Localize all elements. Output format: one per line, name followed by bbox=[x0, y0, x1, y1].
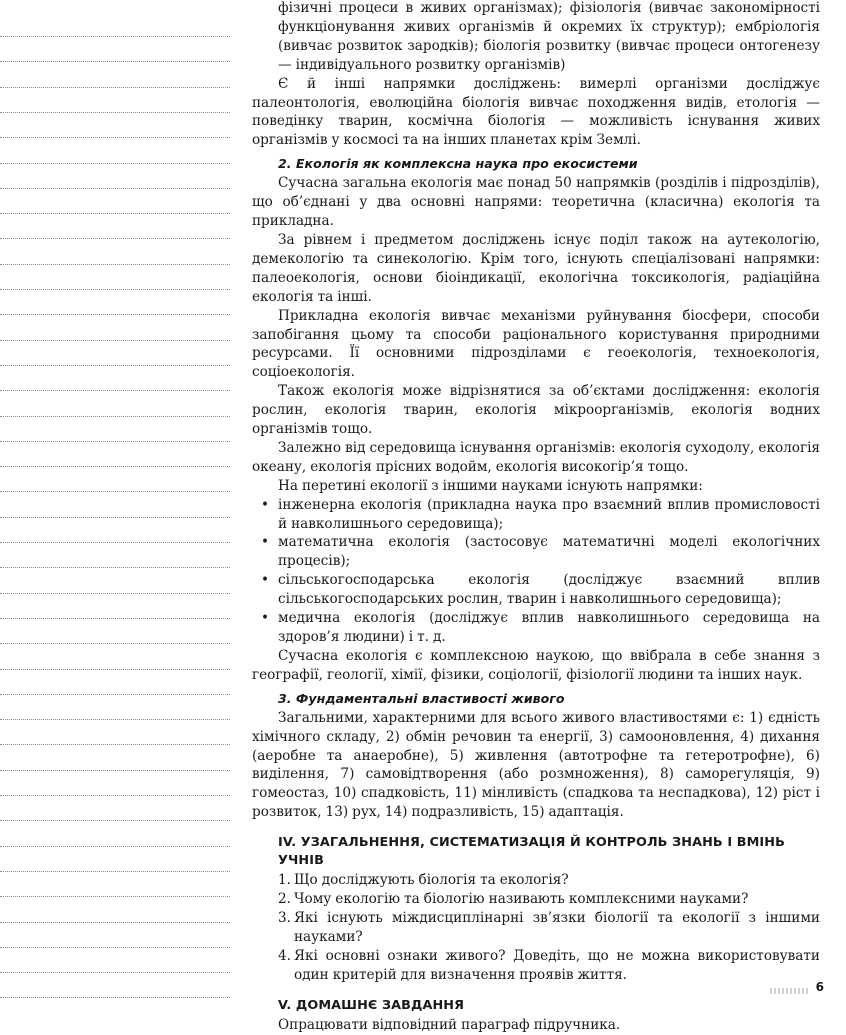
section-2-paragraph-4: Також екологія може відрізнятися за об’єктами дослідження: екологія рослин, екологія тварин, екологія мікроорганізмів, екологія водних організмів тощо. bbox=[252, 383, 820, 438]
note-line bbox=[0, 491, 230, 492]
notes-margin bbox=[0, 0, 232, 1000]
note-line bbox=[0, 238, 230, 239]
question-text: Які основні ознаки живого? Доведіть, що не можна використовувати один критерій для визначення проявів життя. bbox=[294, 947, 820, 983]
note-line bbox=[0, 972, 230, 973]
section-iv-title: IV. УЗАГАЛЬНЕННЯ, СИСТЕМАТИЗАЦІЯ Й КОНТРОЛЬ ЗНАНЬ І ВМІНЬ УЧНІВ bbox=[278, 835, 785, 869]
note-line bbox=[0, 517, 230, 518]
note-line bbox=[0, 770, 230, 771]
question-number: 3. bbox=[278, 909, 291, 926]
question-text: Які існують міждисциплінарні зв’язки біології та екології з іншими науками? bbox=[294, 909, 820, 945]
note-line bbox=[0, 896, 230, 897]
homework-paragraph: Опрацювати відповідний параграф підручника. bbox=[278, 1016, 621, 1033]
note-line bbox=[0, 163, 230, 164]
note-line bbox=[0, 694, 230, 695]
list-item: • медична екологія (досліджує вплив навколишнього середовища на здоров’я людини) і т. д. bbox=[252, 609, 820, 647]
note-line bbox=[0, 795, 230, 796]
note-line bbox=[0, 213, 230, 214]
section-v-title: V. ДОМАШНЄ ЗАВДАННЯ bbox=[278, 997, 465, 1013]
page-number: 6 bbox=[815, 980, 824, 994]
list-item bbox=[252, 909, 820, 947]
section-3-paragraph-1: Загальними, характерними для всього живого властивостями є: 1) єдність хімічного складу, 2) обмін речовин та енергії, 3) самооновлення, 4) дихання (аеробне та анаеробне), 5) живлення (автотрофне та гетеротрофне), 6) виділення, 7) самовідтворення (або розмноження), 8) саморегуляція, 9) гомеостаз, 10) спадковість, 11) мінливість (спадкова та неспадкова), 12) ріст і розвиток, 13) рух, 14) подразливість, 15) адаптація. bbox=[252, 709, 820, 821]
note-line bbox=[0, 441, 230, 442]
section-2-paragraph-7: Сучасна екологія є комплексною наукою, що ввібрала в себе знання з географії, геології, хімії, фізики, соціології, фізіології людини та інших наук. bbox=[252, 647, 820, 683]
note-line bbox=[0, 871, 230, 872]
section-2-paragraph-2: За рівнем і предметом досліджень існує поділ також на аутекологію, демекологію та синекологію. Крім того, існують спеціалізовані напрямки: палеоекологія, основи біоіндикації, екологічна токсикологія, радіаційна екологія та інші. bbox=[252, 231, 820, 305]
note-line bbox=[0, 669, 230, 670]
section-2-paragraph-1: Сучасна загальна екологія має понад 50 напрямків (розділів і підрозділів), що об’єднані у два основні напрями: теоретична (класична) екологія та прикладна. bbox=[252, 175, 820, 230]
note-line bbox=[0, 618, 230, 619]
list-item bbox=[252, 947, 820, 985]
question-number: 4. bbox=[278, 947, 291, 964]
section-2-title: 2. Екологія як комплексна наука про екосистеми bbox=[278, 156, 638, 172]
note-line bbox=[0, 542, 230, 543]
section-2-paragraph-6: На перетині екології з іншими науками існують напрямки: bbox=[278, 477, 703, 494]
note-line bbox=[0, 846, 230, 847]
review-questions-list bbox=[252, 871, 820, 984]
list-item bbox=[252, 871, 820, 890]
list-item: • математична екологія (застосовує математичні моделі екологічних процесів); bbox=[252, 533, 820, 571]
question-text: Чому екологію та біологію називають комплексними науками? bbox=[294, 891, 749, 908]
page-content bbox=[252, 0, 820, 1035]
list-item: • інженерна екологія (прикладна наука про взаємний вплив промисловості й навколишнього середовища); bbox=[252, 496, 820, 534]
note-line bbox=[0, 390, 230, 391]
note-line bbox=[0, 264, 230, 265]
note-line bbox=[0, 188, 230, 189]
note-line bbox=[0, 61, 230, 62]
list-item: • сільськогосподарська екологія (досліджує взаємний вплив сільськогосподарських рослин, тварин і навколишнього середовища); bbox=[252, 571, 820, 609]
corner-decoration bbox=[770, 988, 808, 994]
note-line bbox=[0, 593, 230, 594]
note-line bbox=[0, 416, 230, 417]
section-3-title: 3. Фундаментальні властивості живого bbox=[278, 690, 565, 706]
ecology-branches-list bbox=[252, 496, 820, 647]
note-line bbox=[0, 997, 230, 998]
note-line bbox=[0, 289, 230, 290]
note-line bbox=[0, 466, 230, 467]
list-item bbox=[252, 890, 820, 909]
note-line bbox=[0, 112, 230, 113]
section-2-paragraph-3: Прикладна екологія вивчає механізми руйнування біосфери, способи запобігання цьому та способи раціонального користування природними ресурсами. Її основними підрозділами є геоекологія, техноекологія, соціоекологія. bbox=[252, 307, 820, 381]
note-line bbox=[0, 36, 230, 37]
intro-continuation: фізичні процеси в живих організмах); фізіологія (вивчає закономірності функціонування живих організмів й окремих їх структур); ембріологія (вивчає розвиток зародків); біологія розвитку (вивчає процеси онтогенезу — індивідуального розвитку організмів) bbox=[278, 0, 820, 73]
note-line bbox=[0, 87, 230, 88]
note-line bbox=[0, 643, 230, 644]
note-line bbox=[0, 947, 230, 948]
note-line bbox=[0, 365, 230, 366]
question-text: Що досліджують біологія та екологія? bbox=[294, 872, 569, 889]
section-2-paragraph-5: Залежно від середовища існування організмів: екологія суходолу, екологія океану, екологія прісних водойм, екологія високогір’я тощо. bbox=[252, 439, 820, 475]
note-line bbox=[0, 314, 230, 315]
note-line bbox=[0, 744, 230, 745]
note-line bbox=[0, 922, 230, 923]
question-number: 1. bbox=[278, 872, 291, 889]
note-line bbox=[0, 719, 230, 720]
note-line bbox=[0, 567, 230, 568]
note-line bbox=[0, 340, 230, 341]
note-line bbox=[0, 137, 230, 138]
intro-paragraph: Є й інші напрямки досліджень: вимерлі організми досліджує палеонтологія, еволюційна біологія вивчає походження видів, етологія — поведінку тварин, космічна біологія — можливість існування живих організмів у космосі та на інших планетах крім Землі. bbox=[252, 75, 820, 149]
question-number: 2. bbox=[278, 891, 291, 908]
note-line bbox=[0, 820, 230, 821]
